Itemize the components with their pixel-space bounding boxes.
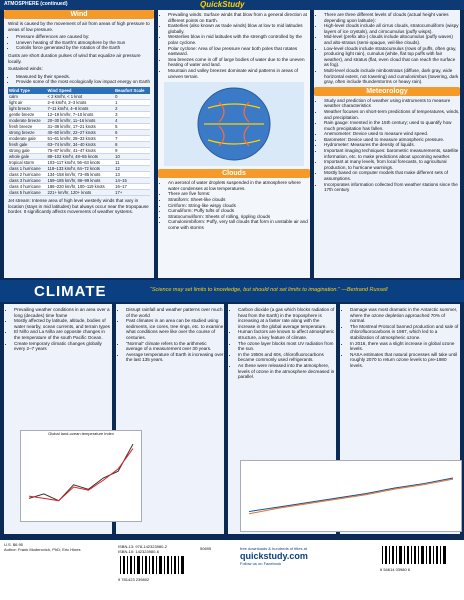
climate-item: • As these were released into the atmosphere, levels of ozone in the atmosphere decreased in parallel. (238, 363, 336, 380)
beaufort-cell: 13 (114, 171, 150, 177)
climate-item: • Past climates in an area can be studied using sediments, ice cores, tree rings, etc. to examine what conditions were like over the course of centuries. (126, 318, 224, 340)
climate-list-1 (14, 307, 112, 352)
climate-item: • Average temperature of Earth is increasing over the last 135 years. (126, 352, 224, 363)
cloud-type: • Cirriform: String-like wispy clouds (168, 203, 310, 209)
beaufort-cell: 31–39 km/hr, 17–21 knots (46, 123, 114, 129)
climate-item: • NASA estimates that natural processes will take until roughly 2070 to return ozone levels to pre-1980 levels. (350, 352, 460, 369)
beaufort-cell: 40–50 km/hr, 22–27 knots (46, 129, 114, 135)
barcode-number: 9 781423 239802 (118, 577, 150, 582)
wind-heading: Wind (4, 10, 154, 19)
cloud-type: • Cumulonimbiform: Puffy, very tall clouds that form in unstable air and come with storms (168, 219, 310, 230)
beaufort-cell: strong gale (8, 147, 46, 153)
wind-point: • Uneven heating of the Earth’s atmosphere by the Sun (16, 40, 154, 46)
prevailing-item: • Mountain and valley breezes dominate wind patterns in areas of uneven terrain. (168, 68, 310, 79)
climate-quote: “Science may set limits to knowledge, but should not set limits to imagination.” —Bertrand Russell (150, 287, 388, 293)
cloud-type: • Stratiform: Sheet-like clouds (168, 197, 310, 203)
beaufort-cell: 3 (114, 111, 150, 117)
climate-item: • “Normal” climate refers to the arithmetic average of a measurement over 30 years. (126, 341, 224, 352)
beaufort-cell: 16–17 (114, 183, 150, 189)
climate-item: • The ozone layer blocks most UV radiation from the sun. (238, 341, 336, 352)
upc-barcode-icon (380, 544, 450, 566)
wind-points (16, 34, 154, 51)
cloud-level: • High-level clouds include all cirrus clouds, stratocumuliform (wispy layers of ice crystals), and cirrocumulus (puffy wisps). (324, 23, 460, 34)
cloud-type: • Stratocumuliform: Sheets of rolling, rippling clouds (168, 214, 310, 220)
prevailing-item: • Sea breezes come in off of large bodies of water due to the uneven heating of water and land. (168, 57, 310, 68)
jet-stream: Jet stream: Intense area of high level westerly winds that vary in location (stays in mid latitudes) but always occur near the tropopause border. It significantly affects movements of weather systems. (8, 197, 149, 215)
series-line (29, 444, 133, 501)
beaufort-row (8, 189, 150, 195)
section-label: ATMOSPHERE (continued) (4, 1, 68, 7)
beaufort-cell: 7–11 km/hr, 4–6 knots (46, 105, 114, 111)
beaufort-cell: 5 (114, 123, 150, 129)
beaufort-cell: calm (8, 94, 46, 100)
cloud-level: • Multi-level clouds include nimbostratus (diffuse, dark gray, wide horizontal extent, not towering) and cumulonimbus (towering, dark gray, often include thunderstorms or heavy rain). (324, 68, 460, 85)
isbn10: ISBN-10: 142323980-6 (118, 549, 159, 554)
met-item: • Weather focuses on short-term predictions of temperatures, winds, and precipitation. (324, 109, 460, 120)
climate-item: • In the 1950s and 60s, chlorofluorocarbons became commonly used refrigerants. (238, 352, 336, 363)
beaufort-table (8, 87, 150, 196)
prevailing-list (168, 12, 310, 79)
temperature-chart (20, 430, 142, 522)
cloud-levels-intro: • There are three different levels of clouds (actual height varies depending upon latitude): (324, 12, 460, 23)
wind-point: • Coriolis force generated by the rotation of the Earth (16, 45, 154, 51)
cloud-levels-section (314, 10, 460, 278)
cloud-level: • Mid-level (prefix alto-) clouds include altocumulus (puffy waves) and alto-stratus (semi-opaque, veil-like clouds). (324, 34, 460, 45)
beaufort-cell: 75–87 km/hr, 41–47 knots (46, 147, 114, 153)
beaufort-cell: 9 (114, 147, 150, 153)
wind-gusts: Gusts are short duration pulses of wind that equalize air pressure locally. (8, 52, 141, 64)
beaufort-cell: 10 (114, 153, 150, 159)
footer (0, 540, 464, 600)
clouds-intro: • An aerosol of water droplets suspended in the atmosphere where water condenses at low temperatures. (168, 180, 310, 191)
beaufort-cell: 12–19 km/hr, 7–10 knots (46, 111, 114, 117)
beaufort-cell: fresh gale (8, 141, 46, 147)
top-bar (0, 0, 464, 10)
beaufort-cell: < 2 km/hr, < 1 knot (46, 94, 114, 100)
met-item: • Important imaging techniques: barometric measurements, satellite information, etc. to make predictions about upcoming weather. (324, 148, 460, 159)
climate-item: • El Niño and La Niña are opposite changes in the temperature of the south Pacific Ocean. (14, 329, 112, 340)
climate-item: • Create temporary climatic changes globally every 2–7 years (14, 341, 112, 352)
beaufort-cell: class 3 hurricane (8, 177, 46, 183)
climate-item: • Mostly affected by latitude, altitude, bodies of water nearby, ocean currents, and terrain types (14, 318, 112, 329)
beaufort-cell: class 2 hurricane (8, 171, 46, 177)
climate-item: • Damage was most dramatic in the Antarctic summer, where the ozone depletion approached 70% of normal. (350, 307, 460, 324)
sustained-list (16, 74, 154, 85)
temperature-plot (21, 436, 141, 518)
met-item: • Rain gauge: Invented in the 15th century; used to quantify how much precipitation has fallen. (324, 120, 460, 131)
climate-item: • In 2016, there was a slight increase in global ozone levels. (350, 341, 460, 352)
climate-list-4 (350, 307, 460, 369)
climate-item: • Carbon dioxide (a gas which blocks radiation of heat from the Earth) in the troposphere is increasing at a faster rate along with the increase in the global average temperature. (238, 307, 336, 329)
climate-list-2 (126, 307, 224, 363)
wind-sustained: Sustained winds: (8, 66, 43, 72)
website[interactable]: quickstudy.com (240, 551, 308, 561)
met-item: • Incorporates information collected from weather stations since the 17th century (324, 182, 460, 193)
sustained-point: • Provide some of the most ecologically low impact energy on Earth (16, 79, 154, 85)
beaufort-cell: 6 (114, 129, 150, 135)
beaufort-cell: 134–158 km/hr, 73–85 knots (46, 171, 114, 177)
prevailing-section (158, 10, 310, 278)
co2-plot (241, 461, 461, 531)
beaufort-cell: 2–6 km/hr, 2–3 knots (46, 99, 114, 105)
met-item: • Barometer: Device used to measure atmospheric pressure. (324, 137, 460, 143)
beaufort-cell: 63–74 km/hr, 34–40 knots (46, 141, 114, 147)
beaufort-cell: 1 (114, 99, 150, 105)
cloud-level: • Low-level clouds include stratocumulus (rows of puffs, often gray, producing light rain), cumulus (white, flat top puffs with fair weather), and stratus (flat, even cloud that can reach the surface as fog). (324, 46, 460, 68)
climate-banner (0, 280, 464, 302)
clouds-forms: • There are five forms: (168, 191, 310, 197)
met-item: • Important at many levels, from local forecasts, to agricultural production, to hurricane warnings. (324, 159, 460, 170)
met-item: • Study and prediction of weather using instruments to measure weather characteristics (324, 98, 460, 109)
beaufort-cell: 0 (114, 94, 150, 100)
beaufort-cell: 159–185 km/hr, 86–99 knots (46, 177, 114, 183)
beaufort-cell: light breeze (8, 105, 46, 111)
cloud-levels-list (324, 12, 460, 85)
upc-block (380, 544, 450, 572)
met-item: • Mostly based on computer models that make different sets of assumptions. (324, 170, 460, 181)
sustained-point: • Measured by their speeds. (16, 74, 154, 80)
website-block (240, 546, 350, 566)
beaufort-cell: 12 (114, 165, 150, 171)
price-code: 50695 (200, 546, 212, 551)
globe-icon (164, 82, 304, 166)
cloud-type: • Cumuliform: Puffy tufts of clouds (168, 208, 310, 214)
climate-title: CLIMATE (34, 283, 107, 300)
meteorology-list (324, 98, 460, 193)
chart1-title: Global land-ocean temperature index (48, 431, 114, 436)
beaufort-cell: fresh breeze (8, 123, 46, 129)
beaufort-cell: 2 (114, 105, 150, 111)
beaufort-cell: 8 (114, 141, 150, 147)
clouds-list (168, 180, 310, 230)
beaufort-cell: 4 (114, 117, 150, 123)
prevailing-lead: • Prevailing winds: Surface winds that blow from a general direction at different points on Earth. (168, 12, 310, 23)
beaufort-cell: 118–133 km/hr, 64–72 knots (46, 165, 114, 171)
beaufort-cell: 103–117 km/hr, 56–63 knots (46, 159, 114, 165)
climate-list-3 (238, 307, 336, 380)
beaufort-cell: 20–30 km/hr, 11–16 knots (46, 117, 114, 123)
beaufort-cell: class 5 hurricane (8, 189, 46, 195)
beaufort-cell: tropical storm (8, 159, 46, 165)
beaufort-cell: 11 (114, 159, 150, 165)
beaufort-body (8, 94, 150, 196)
beaufort-cell: 51–61 km/hr, 28–33 knots (46, 135, 114, 141)
upc-number: 6 54614 03980 6 (380, 567, 411, 572)
beaufort-cell: moderate gale (8, 135, 46, 141)
prevailing-item: • Polar cyclone: Area of low pressure near both poles that rotates eastward. (168, 46, 310, 57)
beaufort-cell: 221+ km/hr, 120+ knots (46, 189, 114, 195)
beaufort-cell: whole gale (8, 153, 46, 159)
isbn13: ISBN-13: 978-142323980-2 (118, 544, 167, 549)
facebook-follow[interactable]: Follow us on Facebook (240, 561, 282, 566)
meteorology-heading: Meteorology (314, 87, 460, 96)
beaufort-cell: moderate breeze (8, 117, 46, 123)
brand-logo: QuickStudy (200, 0, 245, 9)
beaufort-cell: 7 (114, 135, 150, 141)
beaufort-cell: gentle breeze (8, 111, 46, 117)
climate-item: • The Montreal Protocol banned production and sale of chlorofluorocarbons in 1987, which led to a stabilization of atmospheric ozone. (350, 324, 460, 341)
beaufort-cell: 186–220 km/hr, 100–119 knots (46, 183, 114, 189)
clouds-heading: Clouds (158, 169, 310, 178)
prevailing-winds-diagram (164, 82, 304, 166)
prevailing-item: • Westerlies blow in mid latitudes with the strength controlled by the polar cyclone. (168, 34, 310, 45)
prevailing-item: • Easterlies (also known as trade winds) blow at low to mid latitudes globally. (168, 23, 310, 34)
footer-credits (4, 542, 114, 552)
co2-chart (240, 460, 462, 532)
col-beaufort: Beaufort Scale (114, 87, 150, 94)
beaufort-cell: 14–15 (114, 177, 150, 183)
climate-item: • Disrupt rainfall and weather patterns over much of the world (126, 307, 224, 318)
website-tagline: free downloads & hundreds of titles at (240, 546, 307, 551)
wind-section (4, 10, 154, 278)
climate-item: • Prevailing weather conditions in an area over a long (decades) time frame (14, 307, 112, 318)
author: Author: Frank Moderovich, PhD; Eric Hines (4, 547, 81, 552)
beaufort-cell: light air (8, 99, 46, 105)
isbn-block (118, 544, 198, 582)
met-item: • Anemometer: Device used to measure wind speed. (324, 131, 460, 137)
met-item: • Hydrometer: Measures the density of liquids. (324, 142, 460, 148)
wind-intro: Wind is caused by the movement of air from areas of high pressure to areas of low pressure. (8, 21, 150, 32)
beaufort-cell: class 4 hurricane (8, 183, 46, 189)
beaufort-cell: strong breeze (8, 129, 46, 135)
price: U.S. $6.95 (4, 542, 23, 547)
beaufort-cell: 17+ (114, 189, 150, 195)
beaufort-cell: class 1 hurricane (8, 165, 46, 171)
barcode-icon (118, 554, 188, 576)
beaufort-cell: 88–102 km/hr, 48–55 knots (46, 153, 114, 159)
col-wind-speed: Wind Speed (46, 87, 114, 94)
col-wind-type: Wind Type (8, 87, 46, 94)
wind-point: • Pressure differences are caused by: (16, 34, 154, 40)
series-line (29, 449, 133, 501)
series-line (249, 478, 453, 512)
climate-item: • Human factors are known to affect atmospheric structure, a key feature of climate. (238, 329, 336, 340)
